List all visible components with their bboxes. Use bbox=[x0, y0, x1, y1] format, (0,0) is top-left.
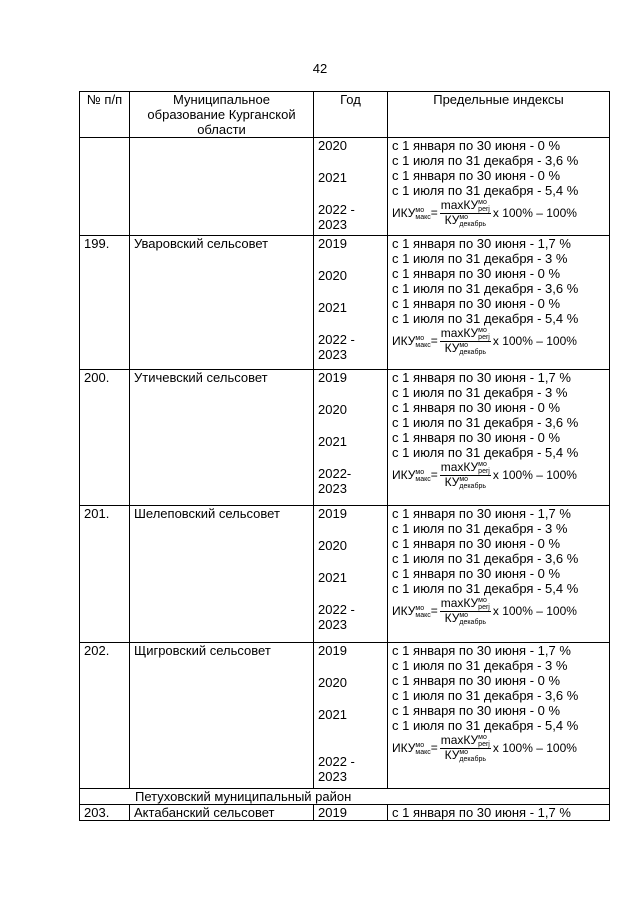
row-name: Актабанский сельсовет bbox=[130, 805, 314, 821]
row-year: 2019 bbox=[314, 805, 388, 821]
row-years: 2019 2020 2021 2022 - 2023 bbox=[314, 236, 388, 370]
table-row bbox=[80, 370, 610, 506]
table-row bbox=[80, 506, 610, 643]
row-name: Щигровский сельсовет bbox=[130, 643, 314, 789]
row-num bbox=[80, 138, 130, 236]
row-years: 2019 2020 2021 2022 - 2023 bbox=[314, 643, 388, 789]
row-num: 201. bbox=[80, 506, 130, 643]
header-num: № п/п bbox=[80, 92, 130, 138]
row-index: с 1 января по 30 июня - 1,7 % bbox=[388, 805, 610, 821]
row-years: 2020 2021 2022 - 2023 bbox=[314, 138, 388, 236]
formula: ИКУ мо макс = maxКУ мо рerj КУ мо декабрь x 100% – 100% bbox=[392, 326, 577, 356]
table-row bbox=[80, 236, 610, 370]
row-indices: с 1 января по 30 июня - 1,7 % с 1 июля по 31 декабря - 3 % с 1 января по 30 июня - 0 % с 1 июля по 31 декабря - 3,6 % с 1 января по 30 июня - 0 % с 1 июля по 31 декабря - 5,4 % ИКУ мо макс = maxКУ мо рerj КУ мо декабрь x 100% – 100% bbox=[388, 506, 610, 643]
table-row-last bbox=[80, 805, 610, 821]
row-indices: с 1 января по 30 июня - 1,7 % с 1 июля по 31 декабря - 3 % с 1 января по 30 июня - 0 % с 1 июля по 31 декабря - 3,6 % с 1 января по 30 июня - 0 % с 1 июля по 31 декабря - 5,4 % ИКУ мо макс = maxКУ мо рerj КУ мо декабрь x 100% – 100% bbox=[388, 370, 610, 506]
row-num: 203. bbox=[80, 805, 130, 821]
row-indices: с 1 января по 30 июня - 1,7 % с 1 июля по 31 декабря - 3 % с 1 января по 30 июня - 0 % с 1 июля по 31 декабря - 3,6 % с 1 января по 30 июня - 0 % с 1 июля по 31 декабря - 5,4 % ИКУ мо макс = maxКУ мо рerj КУ мо декабрь x 100% – 100% bbox=[388, 643, 610, 789]
row-indices: с 1 января по 30 июня - 0 % с 1 июля по 31 декабря - 3,6 % с 1 января по 30 июня - 0 % с 1 июля по 31 декабря - 5,4 % ИКУ мо макс = maxКУ мо рerj КУ мо декабрь x 100% – 100% bbox=[388, 138, 610, 236]
table-row-continuation bbox=[80, 138, 610, 236]
formula: ИКУ мо макс = maxКУ мо рerj КУ мо декабрь x 100% – 100% bbox=[392, 198, 577, 228]
row-num: 200. bbox=[80, 370, 130, 506]
indices-table bbox=[79, 91, 610, 821]
row-years: 2019 2020 2021 2022- 2023 bbox=[314, 370, 388, 506]
row-num: 199. bbox=[80, 236, 130, 370]
row-name: Шелеповский сельсовет bbox=[130, 506, 314, 643]
page-number: 42 bbox=[312, 61, 328, 76]
row-num: 202. bbox=[80, 643, 130, 789]
row-name bbox=[130, 138, 314, 236]
district-name: Петуховский муниципальный район bbox=[80, 789, 610, 805]
formula: ИКУ мо макс = maxКУ мо рerj КУ мо декабрь x 100% – 100% bbox=[392, 596, 577, 626]
row-years: 2019 2020 2021 2022 - 2023 bbox=[314, 506, 388, 643]
table-row bbox=[80, 643, 610, 789]
header-year: Год bbox=[314, 92, 388, 138]
table-header-row bbox=[80, 92, 610, 138]
formula: ИКУ мо макс = maxКУ мо рerj КУ мо декабрь x 100% – 100% bbox=[392, 733, 577, 763]
header-municipality: Муниципальное образование Курганской области bbox=[130, 92, 314, 138]
row-indices: с 1 января по 30 июня - 1,7 % с 1 июля по 31 декабря - 3 % с 1 января по 30 июня - 0 % с 1 июля по 31 декабря - 3,6 % с 1 января по 30 июня - 0 % с 1 июля по 31 декабря - 5,4 % ИКУ мо макс = maxКУ мо рerj КУ мо декабрь x 100% – 100% bbox=[388, 236, 610, 370]
row-name: Уваровский сельсовет bbox=[130, 236, 314, 370]
row-name: Утичевский сельсовет bbox=[130, 370, 314, 506]
header-indices: Предельные индексы bbox=[388, 92, 610, 138]
district-row bbox=[80, 789, 610, 805]
formula: ИКУ мо макс = maxКУ мо рerj КУ мо декабрь x 100% – 100% bbox=[392, 460, 577, 490]
